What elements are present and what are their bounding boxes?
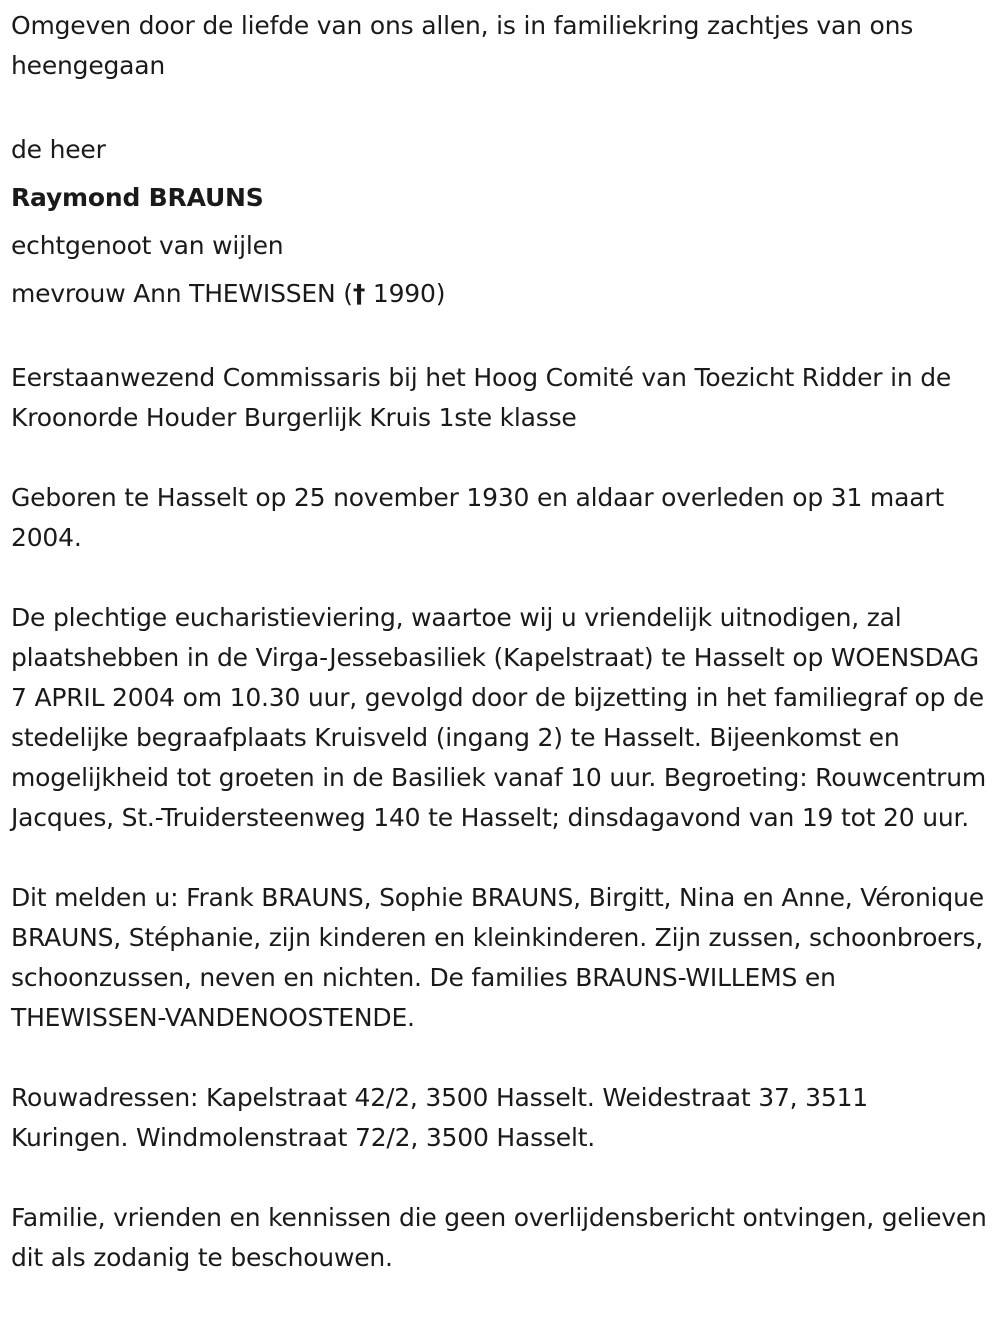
spouse-death-year: 1990)	[365, 279, 446, 308]
spacer	[11, 1158, 990, 1198]
intro-text: Omgeven door de liefde van ons allen, is in familiekring zachtjes van ons heengegaan	[11, 11, 914, 80]
announcers-text: Dit melden u: Frank BRAUNS, Sophie BRAUNS, Birgitt, Nina en Anne, Véronique BRAUNS, Stéphanie, zijn kinderen en kleinkinderen. Zijn zussen, schoonbroers, schoonzussen, neven en nichten. De families BRAUNS-WILLEMS en THEWISSEN-VANDENOOSTENDE.	[11, 883, 984, 1032]
birth-death-text: Geboren te Hasselt op 25 november 1930 en aldaar overleden op 31 maart 2004.	[11, 483, 945, 552]
spacer	[11, 558, 990, 598]
titles-text: Eerstaanwezend Commissaris bij het Hoog Comité van Toezicht Ridder in de Kroonorde Houder Burgerlijk Kruis 1ste klasse	[11, 363, 952, 432]
spouse-line-2	[11, 270, 990, 318]
spouse-name: mevrouw Ann THEWISSEN (	[11, 279, 353, 308]
cross-icon: †	[352, 279, 366, 308]
closing-text: Familie, vrienden en kennissen die geen overlijdensbericht ontvingen, gelieven dit als zodanig te beschouwen.	[11, 1203, 987, 1272]
spacer	[11, 838, 990, 878]
spacer	[11, 318, 990, 358]
deceased-name: Raymond BRAUNS	[11, 183, 264, 212]
ceremony-text: De plechtige eucharistieviering, waartoe wij u vriendelijk uitnodigen, zal plaatshebben in de Virga-Jessebasiliek (Kapelstraat) te Hasselt op WOENSDAG 7 APRIL 2004 om 10.30 uur, gevolgd door de bijzetting in het familiegraf op de stedelijke begraafplaats Kruisveld (ingang 2) te Hasselt. Bijeenkomst en mogelijkheid tot groeten in de Basiliek vanaf 10 uur. Begroeting: Rouwcentrum Jacques, St.-Truidersteenweg 140 te Hasselt; dinsdagavond van 19 tot 20 uur.	[11, 603, 987, 832]
spacer	[11, 86, 990, 126]
spacer	[11, 1038, 990, 1078]
salutation: de heer	[11, 135, 106, 164]
spouse-line-1: echtgenoot van wijlen	[11, 231, 284, 260]
spacer	[11, 438, 990, 478]
addresses-text: Rouwadressen: Kapelstraat 42/2, 3500 Hasselt. Weidestraat 37, 3511 Kuringen. Windmolenstraat 72/2, 3500 Hasselt.	[11, 1083, 868, 1152]
